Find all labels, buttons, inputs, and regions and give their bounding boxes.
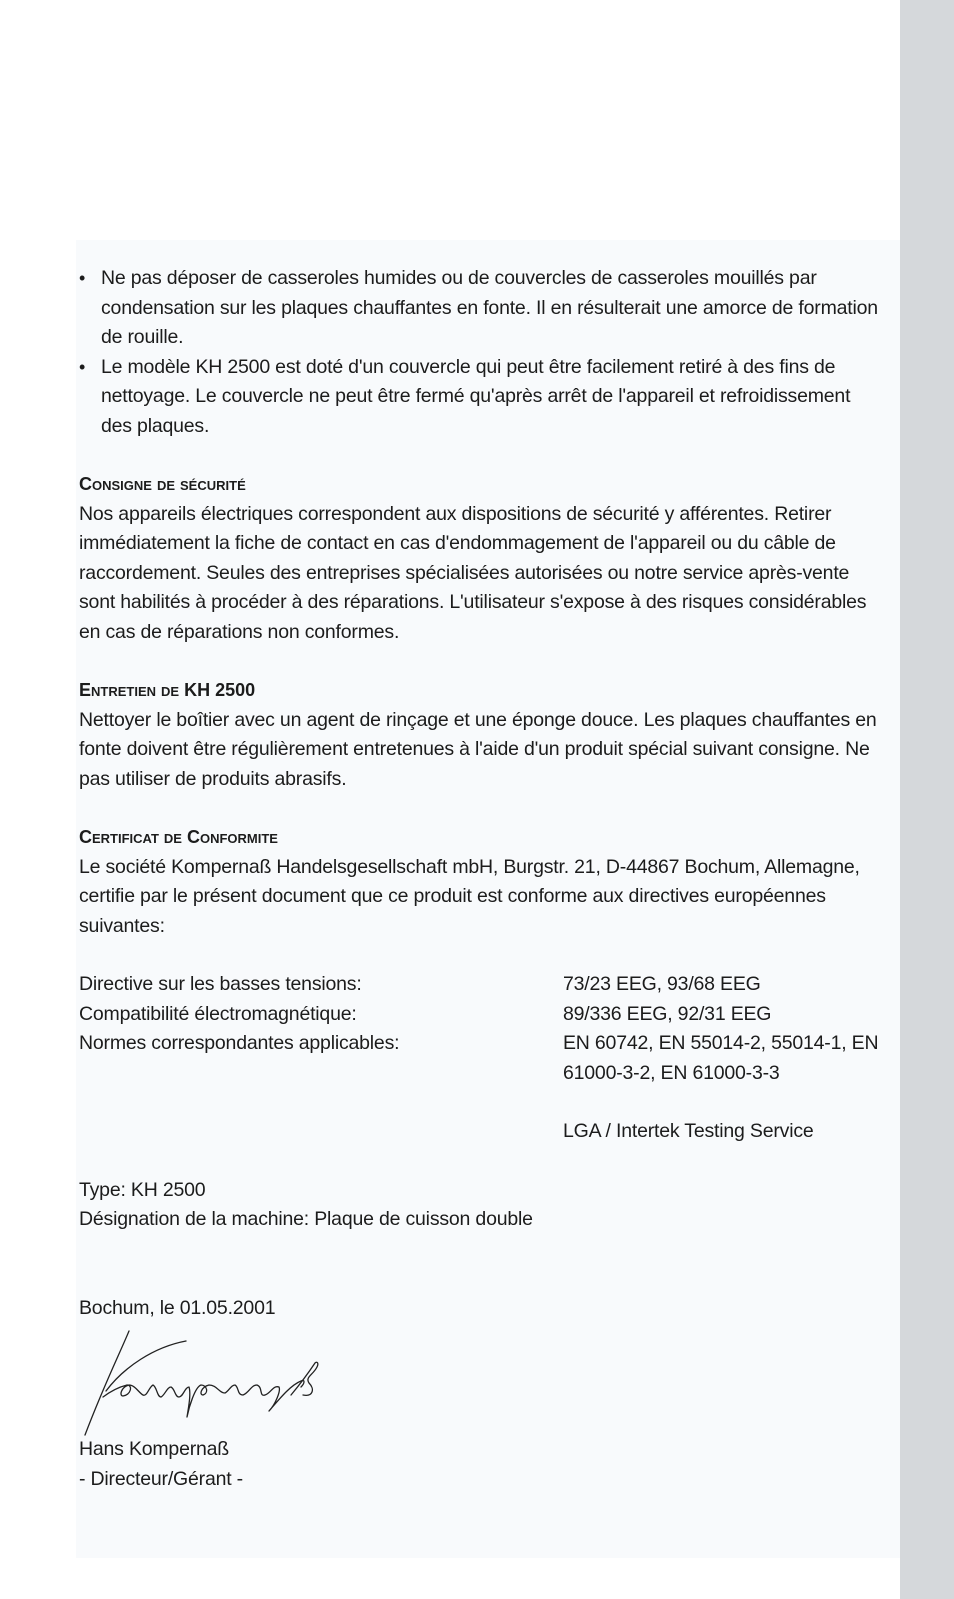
directive-row	[79, 1000, 879, 1030]
list-item: • Ne pas déposer de casseroles humides ou de couvercles de casseroles mouillés par condensation sur les plaques chauffantes en fonte. Il en résulterait une amorce de formation de rouille.	[79, 264, 879, 353]
maintenance-text: Nettoyer le boîtier avec un agent de rinçage et une éponge douce. Les plaques chauffantes en fonte doivent être régulièrement entretenues à l'aide d'un produit spécial suivant consigne. Ne pas utiliser de produits abrasifs.	[79, 708, 877, 790]
maintenance-section	[79, 676, 879, 794]
list-item: • Le modèle KH 2500 est doté d'un couvercle qui peut être facilement retiré à des fins de nettoyage. Le couvercle ne peut être fermé qu'après arrêt de l'appareil et refroidissement des plaques.	[79, 353, 879, 442]
directive-label: Normes correspondantes applicables:	[79, 1032, 400, 1054]
safety-text: Nos appareils électriques correspondent aux dispositions de sécurité y afférentes. Retirer immédiatement la fiche de contact en cas d'endommagement de l'appareil ou du câble de raccordement. Seules des entreprises spécialisées autorisées ou notre service après-vente sont habilités à procéder à des réparations. L'utilisateur s'expose à des risques considérables en cas de réparations non conformes.	[79, 502, 867, 643]
safety-heading: Consigne de sécurité	[79, 474, 246, 494]
product-info	[79, 1176, 879, 1235]
directive-value: EN 60742, EN 55014-2, 55014-1, EN 61000-3-2, EN 61000-3-3	[563, 1032, 879, 1084]
directive-row	[79, 1029, 879, 1088]
certificate-section	[79, 823, 879, 1494]
safety-section	[79, 470, 879, 647]
place-date: Bochum, le 01.05.2001	[79, 1296, 276, 1319]
signer-title: - Directeur/Gérant -	[79, 1467, 243, 1490]
testing-lab: LGA / Intertek Testing Service	[563, 1120, 814, 1142]
directives-table	[79, 970, 879, 1088]
directive-value: 73/23 EEG, 93/68 EEG	[563, 973, 761, 995]
page-margin-strip	[900, 0, 954, 1599]
directive-label: Compatibilité électromagnétique:	[79, 1002, 357, 1025]
product-designation: Désignation de la machine: Plaque de cuisson double	[79, 1208, 533, 1230]
directive-value: 89/336 EEG, 92/31 EEG	[563, 1002, 772, 1025]
signature-image	[79, 1325, 349, 1437]
product-type: Type: KH 2500	[79, 1178, 206, 1201]
certificate-text: Le société Kompernaß Handelsgesellschaft mbH, Burgstr. 21, D-44867 Bochum, Allemagne, certifie par le présent document que ce produit est conforme aux directives européennes suivantes:	[79, 855, 860, 937]
certificate-heading: Certificat de Conformite	[79, 827, 278, 847]
directive-label: Directive sur les basses tensions:	[79, 973, 362, 995]
usage-notes-list	[79, 264, 879, 441]
document-content	[79, 264, 879, 1494]
signer-name: Hans Kompernaß	[79, 1438, 230, 1460]
directive-row	[79, 970, 879, 1000]
maintenance-heading: Entretien de KH 2500	[79, 680, 256, 700]
